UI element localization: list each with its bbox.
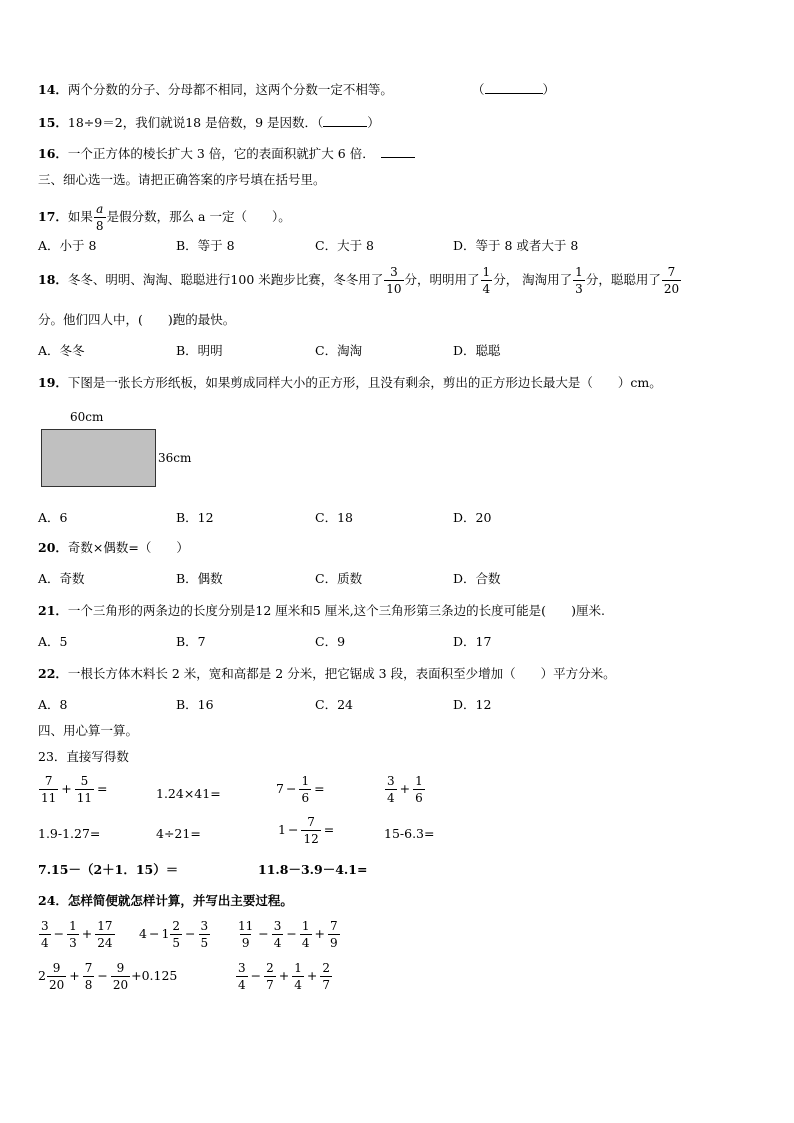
question-24-title: 24．怎样简便就怎样计算，并写出主要过程。 [38, 893, 293, 908]
answer-blank[interactable] [323, 126, 367, 127]
fraction: $\frac{3}{10}$ [386, 265, 402, 296]
rectangle-cardboard [41, 429, 156, 487]
question-text: 两个分数的分子、分母都不相同，这两个分数一定不相等。 [67, 82, 393, 97]
option-a[interactable]: A．奇数 [38, 571, 85, 586]
option-b[interactable]: B．偶数 [176, 571, 223, 586]
question-text: 冬冬、明明、淘淘、聪聪进行100 米跑步比赛，冬冬用了 [67, 272, 384, 288]
question-17 [38, 203, 291, 232]
section-title-3: 三、细心选一选。请把正确答案的序号填在括号里。 [38, 172, 326, 187]
option-d[interactable]: D．20 [453, 510, 492, 525]
question-number: 19． [38, 375, 68, 390]
question-23-title: 23．直接写得数 [38, 749, 129, 764]
calc-expression: 4 − 1 $\frac{2}{5}$ − $\frac{3}{5}$ [139, 919, 209, 950]
option-c[interactable]: C．质数 [315, 571, 363, 586]
calc-expression: 1.24×41= [156, 786, 221, 801]
calc-expression: $\frac{3}{4}$ + $\frac{1}{6}$ [387, 774, 423, 805]
option-a[interactable]: A．6 [38, 510, 68, 525]
question-text: 分，明明用了 [404, 272, 480, 288]
question-number: 14． [38, 82, 68, 97]
option-c[interactable]: C．大于 8 [315, 238, 374, 253]
option-b[interactable]: B．等于 8 [176, 238, 235, 253]
question-text: 如果 [67, 209, 93, 225]
option-c[interactable]: C．9 [315, 634, 346, 649]
bracket-open: （ [472, 82, 485, 97]
question-20 [38, 542, 189, 555]
calc-expression: 4÷21= [156, 826, 201, 841]
question-text: 18÷9＝2，我们就说18 是倍数，9 是因数．（ [67, 115, 324, 130]
rectangle-height-label: 36cm [158, 451, 192, 465]
bracket-close: ） [367, 115, 380, 130]
option-d[interactable]: D．17 [453, 634, 492, 649]
question-text: 一个三角形的两条边的长度分别是12 厘米和5 厘米,这个三角形第三条边的长度可能是( )厘米. [67, 603, 605, 618]
question-text: 分，聪聪用了 [585, 272, 661, 288]
calc-expression: $\frac{11}{9}$ − $\frac{3}{4}$ − $\frac{1}{4}$ + $\frac{7}{9}$ [238, 919, 338, 950]
calc-expression: $\frac{7}{11}$ + $\frac{5}{11}$ = [41, 774, 108, 805]
answer-blank[interactable] [485, 93, 543, 94]
fraction-a-over-8: $\frac{a}{8}$ [95, 202, 104, 233]
answer-blank[interactable] [381, 157, 415, 158]
option-b[interactable]: B．12 [176, 510, 214, 525]
question-21 [38, 605, 605, 618]
section-title-4: 四、用心算一算。 [38, 723, 139, 738]
question-number: 15． [38, 115, 68, 130]
question-text: 下图是一张长方形纸板，如果剪成同样大小的正方形，且没有剩余，剪出的正方形边长最大是（ ）cm。 [67, 375, 662, 390]
calc-expression: 2 $\frac{9}{20}$ + $\frac{7}{8}$ − $\frac{9}{20}$ +0.125 [38, 961, 178, 992]
question-text: 一根长方体木料长 2 米，宽和高都是 2 分米，把它锯成 3 段，表面积至少增加（ ）平方分米。 [67, 666, 616, 681]
option-a[interactable]: A．小于 8 [38, 238, 97, 253]
option-d[interactable]: D．合数 [453, 571, 501, 586]
option-a[interactable]: A．5 [38, 634, 68, 649]
question-text: 分， 淘淘用了 [493, 272, 573, 288]
calc-expression: 15-6.3= [384, 826, 435, 841]
question-number: 22． [38, 666, 68, 681]
option-d[interactable]: D．等于 8 或者大于 8 [453, 238, 579, 253]
question-number: 21． [38, 603, 68, 618]
question-14 [38, 84, 393, 97]
question-text: 一个正方体的棱长扩大 3 倍，它的表面积就扩大 6 倍． [67, 146, 375, 161]
question-15 [38, 117, 380, 130]
calc-expression: 1.9-1.27= [38, 826, 101, 841]
question-number: 16． [38, 146, 68, 161]
option-d[interactable]: D．12 [453, 697, 492, 712]
question-text: 奇数×偶数=（ ） [67, 540, 189, 555]
calc-expression: $\frac{3}{4}$ − $\frac{1}{3}$ + $\frac{17}{24}$ [41, 919, 113, 950]
calc-expression: 7 − $\frac{1}{6}$ = [276, 774, 325, 805]
calc-expression: 1 − $\frac{7}{12}$ = [278, 815, 335, 846]
option-d[interactable]: D．聪聪 [453, 343, 501, 358]
fraction: $\frac{7}{20}$ [663, 265, 680, 296]
option-a[interactable]: A．8 [38, 697, 68, 712]
calc-expression: 7.15－（2＋1．15）＝ [38, 862, 179, 877]
question-22 [38, 668, 616, 681]
question-number: 18． [38, 272, 68, 288]
option-b[interactable]: B．16 [176, 697, 214, 712]
question-number: 17． [38, 209, 68, 225]
fraction: $\frac{1}{3}$ [575, 265, 583, 296]
option-c[interactable]: C．18 [315, 510, 353, 525]
question-16 [38, 148, 415, 161]
question-18-line2: 分。他们四人中，( )跑的最快。 [38, 312, 236, 327]
question-number: 20． [38, 540, 68, 555]
calc-expression: 11.8－3.9－4.1= [258, 862, 368, 877]
question-text: 是假分数，那么 a 一定（ ）。 [106, 209, 291, 225]
option-c[interactable]: C．24 [315, 697, 353, 712]
option-b[interactable]: B．7 [176, 634, 206, 649]
fraction: $\frac{1}{4}$ [482, 265, 491, 296]
bracket-close: ） [542, 82, 556, 97]
option-a[interactable]: A．冬冬 [38, 343, 85, 358]
calc-expression: $\frac{3}{4}$ − $\frac{2}{7}$ + $\frac{1}{4}$ + $\frac{2}{7}$ [238, 961, 331, 992]
answer-bracket-14[interactable] [472, 84, 555, 97]
question-18 [38, 266, 682, 295]
option-b[interactable]: B．明明 [176, 343, 223, 358]
question-19 [38, 377, 662, 390]
rectangle-width-label: 60cm [70, 410, 104, 424]
option-c[interactable]: C．淘淘 [315, 343, 363, 358]
